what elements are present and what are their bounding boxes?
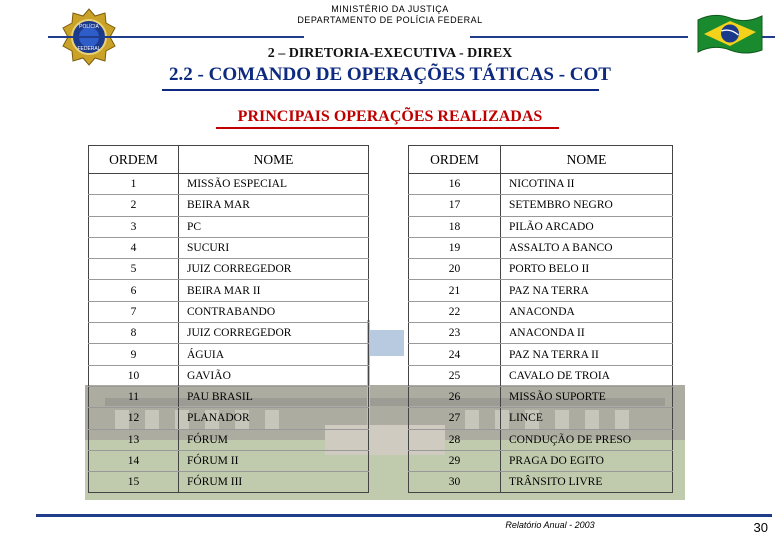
operation-name: ANACONDA II bbox=[501, 323, 673, 344]
table-row bbox=[409, 450, 673, 471]
operation-name: ASSALTO A BANCO bbox=[501, 237, 673, 258]
table-row bbox=[89, 450, 369, 471]
footer-rule bbox=[36, 514, 772, 517]
order-number: 27 bbox=[409, 408, 501, 429]
table-row bbox=[409, 323, 673, 344]
directorate-subtitle: 2 – DIRETORIA-EXECUTIVA - DIREX bbox=[267, 46, 513, 61]
table-row bbox=[89, 408, 369, 429]
operation-name: PORTO BELO II bbox=[501, 259, 673, 280]
operation-name: FÓRUM III bbox=[179, 472, 369, 493]
table-row bbox=[89, 301, 369, 322]
order-number: 5 bbox=[89, 259, 179, 280]
table-row bbox=[89, 280, 369, 301]
ministry-name: MINISTÉRIO DA JUSTIÇA bbox=[331, 4, 449, 14]
table-row bbox=[409, 216, 673, 237]
table-row bbox=[89, 472, 369, 493]
order-number: 4 bbox=[89, 237, 179, 258]
operations-table-right bbox=[408, 145, 673, 493]
department-name: DEPARTAMENTO DE POLÍCIA FEDERAL bbox=[297, 15, 483, 25]
table-row bbox=[409, 344, 673, 365]
operation-name: FÓRUM bbox=[179, 429, 369, 450]
table-row bbox=[409, 365, 673, 386]
operation-name: PAZ NA TERRA bbox=[501, 280, 673, 301]
order-number: 3 bbox=[89, 216, 179, 237]
operation-name: PRAGA DO EGITO bbox=[501, 450, 673, 471]
order-number: 28 bbox=[409, 429, 501, 450]
operation-name: PAZ NA TERRA II bbox=[501, 344, 673, 365]
operation-name: PLANADOR bbox=[179, 408, 369, 429]
table-row bbox=[409, 429, 673, 450]
order-number: 30 bbox=[409, 472, 501, 493]
operation-name: LINCE bbox=[501, 408, 673, 429]
section-underline bbox=[216, 127, 559, 129]
order-number: 15 bbox=[89, 472, 179, 493]
table-row bbox=[409, 472, 673, 493]
order-number: 24 bbox=[409, 344, 501, 365]
operations-table-left bbox=[88, 145, 369, 493]
operation-name: JUIZ CORREGEDOR bbox=[179, 259, 369, 280]
operation-name: TRÂNSITO LIVRE bbox=[501, 472, 673, 493]
order-number: 29 bbox=[409, 450, 501, 471]
order-number: 14 bbox=[89, 450, 179, 471]
order-number: 20 bbox=[409, 259, 501, 280]
order-number: 11 bbox=[89, 386, 179, 407]
order-number: 8 bbox=[89, 323, 179, 344]
order-number: 16 bbox=[409, 174, 501, 195]
table-row bbox=[89, 429, 369, 450]
header-rule-left bbox=[48, 36, 304, 38]
operation-name: SUCURI bbox=[179, 237, 369, 258]
table-row bbox=[409, 195, 673, 216]
table-row bbox=[409, 386, 673, 407]
order-number: 1 bbox=[89, 174, 179, 195]
operation-name: ÁGUIA bbox=[179, 344, 369, 365]
table-row bbox=[409, 259, 673, 280]
table-row bbox=[89, 195, 369, 216]
table-row bbox=[409, 301, 673, 322]
operation-name: CAVALO DE TROIA bbox=[501, 365, 673, 386]
operation-name: CONTRABANDO bbox=[179, 301, 369, 322]
order-number: 10 bbox=[89, 365, 179, 386]
table-row bbox=[409, 408, 673, 429]
order-number: 18 bbox=[409, 216, 501, 237]
operation-name: NICOTINA II bbox=[501, 174, 673, 195]
report-footer: Relatório Anual - 2003 bbox=[505, 520, 595, 530]
operation-name: CONDUÇÃO DE PRESO bbox=[501, 429, 673, 450]
table-row bbox=[409, 280, 673, 301]
operation-name: BEIRA MAR II bbox=[179, 280, 369, 301]
order-number: 23 bbox=[409, 323, 501, 344]
operation-name: FÓRUM II bbox=[179, 450, 369, 471]
table-row bbox=[409, 237, 673, 258]
badge-text-top: POLÍCIA bbox=[79, 24, 99, 30]
column-header-name: NOME bbox=[501, 146, 673, 174]
table-row bbox=[89, 323, 369, 344]
operation-name: MISSÃO ESPECIAL bbox=[179, 174, 369, 195]
column-header-order: ORDEM bbox=[89, 146, 179, 174]
table-row bbox=[89, 237, 369, 258]
order-number: 21 bbox=[409, 280, 501, 301]
table-row bbox=[89, 216, 369, 237]
page-title: 2.2 - COMANDO DE OPERAÇÕES TÁTICAS - COT bbox=[169, 64, 611, 85]
table-row bbox=[89, 386, 369, 407]
operation-name: SETEMBRO NEGRO bbox=[501, 195, 673, 216]
order-number: 25 bbox=[409, 365, 501, 386]
order-number: 26 bbox=[409, 386, 501, 407]
table-row bbox=[89, 344, 369, 365]
page-number: 30 bbox=[753, 520, 768, 535]
operation-name: MISSÃO SUPORTE bbox=[501, 386, 673, 407]
order-number: 13 bbox=[89, 429, 179, 450]
table-row bbox=[89, 174, 369, 195]
column-header-name: NOME bbox=[179, 146, 369, 174]
badge-text-bottom: FEDERAL bbox=[77, 46, 101, 52]
operation-name: PAU BRASIL bbox=[179, 386, 369, 407]
order-number: 6 bbox=[89, 280, 179, 301]
operation-name: GAVIÃO bbox=[179, 365, 369, 386]
operation-name: JUIZ CORREGEDOR bbox=[179, 323, 369, 344]
operation-name: ANACONDA bbox=[501, 301, 673, 322]
table-row bbox=[409, 174, 673, 195]
section-title: PRINCIPAIS OPERAÇÕES REALIZADAS bbox=[237, 108, 543, 125]
order-number: 9 bbox=[89, 344, 179, 365]
table-row bbox=[89, 259, 369, 280]
order-number: 17 bbox=[409, 195, 501, 216]
order-number: 12 bbox=[89, 408, 179, 429]
order-number: 7 bbox=[89, 301, 179, 322]
table-row bbox=[89, 365, 369, 386]
title-underline bbox=[162, 89, 599, 91]
operation-name: PC bbox=[179, 216, 369, 237]
order-number: 19 bbox=[409, 237, 501, 258]
operation-name: PILÃO ARCADO bbox=[501, 216, 673, 237]
header-rule-right bbox=[470, 36, 688, 38]
column-header-order: ORDEM bbox=[409, 146, 501, 174]
order-number: 2 bbox=[89, 195, 179, 216]
operation-name: BEIRA MAR bbox=[179, 195, 369, 216]
order-number: 22 bbox=[409, 301, 501, 322]
